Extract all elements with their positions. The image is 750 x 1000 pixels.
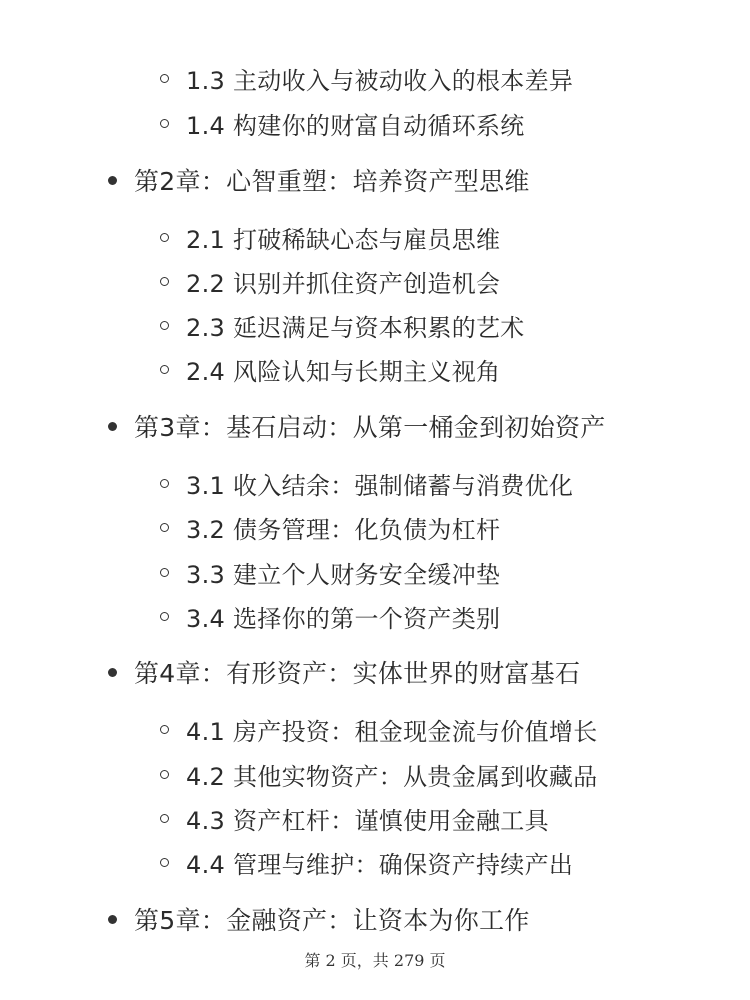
list-item-chapter — [108, 406, 606, 446]
chapter-title: 第4章：有形资产：实体世界的财富基石 — [134, 659, 581, 688]
list-item-text: 4.2 其他实物资产：从贵金属到收藏品 — [186, 762, 598, 791]
list-item-chapter — [108, 899, 530, 939]
list-item-text: 4.3 资产杠杆：谨慎使用金融工具 — [186, 806, 549, 835]
list-item-text: 3.4 选择你的第一个资产类别 — [186, 604, 501, 633]
list-item-text: 1.3 主动收入与被动收入的根本差异 — [186, 66, 574, 95]
disc-bullet-icon — [108, 668, 117, 677]
chapter-title: 第2章：心智重塑：培养资产型思维 — [134, 167, 530, 196]
list-item-sub — [160, 754, 598, 794]
list-item-sub — [160, 305, 525, 345]
chapter-title: 第5章：金融资产：让资本为你工作 — [134, 906, 530, 935]
circle-bullet-icon — [160, 233, 169, 242]
circle-bullet-icon — [160, 74, 169, 83]
list-item-sub — [160, 709, 598, 749]
list-item-sub — [160, 507, 500, 547]
list-item-text: 4.1 房产投资：租金现金流与价值增长 — [186, 717, 598, 746]
circle-bullet-icon — [160, 277, 169, 286]
circle-bullet-icon — [160, 568, 169, 577]
list-item-text: 3.3 建立个人财务安全缓冲垫 — [186, 560, 501, 589]
chapter-title: 第3章：基石启动：从第一桶金到初始资产 — [134, 413, 606, 442]
list-item-text: 1.4 构建你的财富自动循环系统 — [186, 111, 525, 140]
list-item-sub — [160, 596, 500, 636]
circle-bullet-icon — [160, 725, 169, 734]
circle-bullet-icon — [160, 523, 169, 532]
page-footer: 第 2 页，共 279 页 — [304, 951, 446, 970]
circle-bullet-icon — [160, 479, 169, 488]
list-item-sub — [160, 261, 500, 301]
list-item-sub — [160, 463, 573, 503]
list-item-text: 2.4 风险认知与长期主义视角 — [186, 357, 501, 386]
list-item-sub — [160, 58, 573, 98]
circle-bullet-icon — [160, 119, 169, 128]
list-item-chapter — [108, 160, 530, 200]
list-item-text: 2.3 延迟满足与资本积累的艺术 — [186, 313, 525, 342]
circle-bullet-icon — [160, 321, 169, 330]
circle-bullet-icon — [160, 814, 169, 823]
list-item-sub — [160, 349, 500, 389]
list-item-sub — [160, 217, 500, 257]
list-item-text: 3.1 收入结余：强制储蓄与消费优化 — [186, 471, 574, 500]
list-item-text: 2.2 识别并抓住资产创造机会 — [186, 269, 501, 298]
list-item-sub — [160, 103, 525, 143]
disc-bullet-icon — [108, 176, 117, 185]
circle-bullet-icon — [160, 858, 169, 867]
list-item-sub — [160, 798, 549, 838]
disc-bullet-icon — [108, 422, 117, 431]
list-item-text: 3.2 债务管理：化负债为杠杆 — [186, 515, 501, 544]
circle-bullet-icon — [160, 612, 169, 621]
list-item-text: 2.1 打破稀缺心态与雇员思维 — [186, 225, 501, 254]
circle-bullet-icon — [160, 770, 169, 779]
list-item-sub — [160, 552, 500, 592]
list-item-sub — [160, 842, 573, 882]
disc-bullet-icon — [108, 915, 117, 924]
list-item-text: 4.4 管理与维护：确保资产持续产出 — [186, 850, 574, 879]
list-item-chapter — [108, 652, 580, 692]
circle-bullet-icon — [160, 365, 169, 374]
